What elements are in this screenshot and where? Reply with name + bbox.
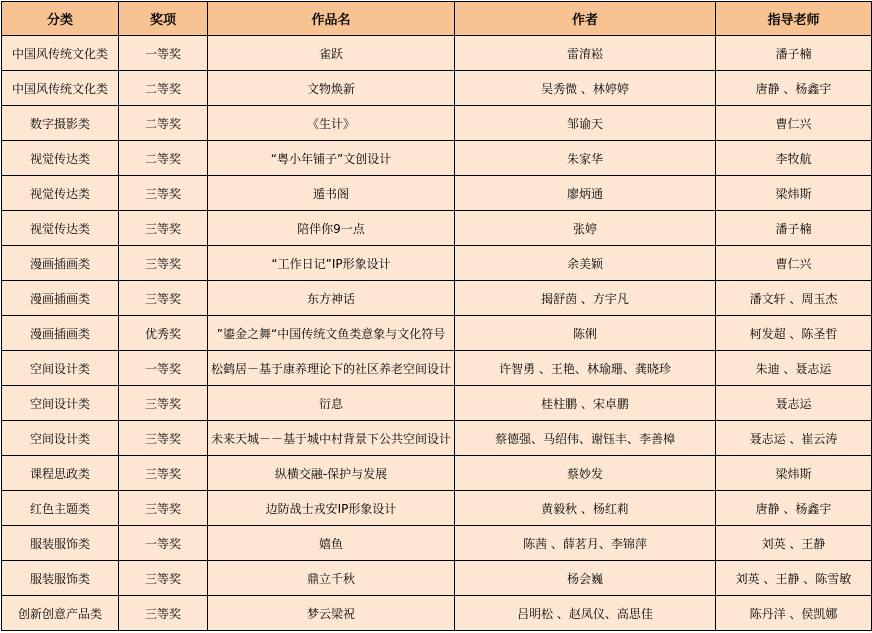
- work-title-cell: 松鹤居－基于康养理论下的社区养老空间设计: [208, 351, 455, 386]
- award-cell: 三等奖: [119, 596, 208, 631]
- advisor-cell: 聂志运 、崔云涛: [716, 421, 872, 456]
- work-title-cell: 衍息: [208, 386, 455, 421]
- work-title-cell: 陪伴你9一点: [208, 211, 455, 246]
- work-title-cell: 纵横交融-保护与发展: [208, 456, 455, 491]
- work-title-cell: 鼎立千秋: [208, 561, 455, 596]
- category-cell: 服装服饰类: [2, 561, 119, 596]
- table-row: [2, 176, 872, 211]
- advisor-cell: 刘英 、王静 、陈雪敏: [716, 561, 872, 596]
- header-advisor: 指导老师: [716, 2, 872, 36]
- advisor-cell: 唐静 、杨鑫宇: [716, 71, 872, 106]
- award-cell: 三等奖: [119, 211, 208, 246]
- table-row: [2, 36, 872, 71]
- table-row: [2, 421, 872, 456]
- award-cell: 三等奖: [119, 176, 208, 211]
- category-cell: 中国风传统文化类: [2, 36, 119, 71]
- table-row: [2, 491, 872, 526]
- work-title-cell: ”鎏金之舞“中国传统文鱼类意象与文化符号: [208, 316, 455, 351]
- header-author: 作者: [455, 2, 716, 36]
- category-cell: 视觉传达类: [2, 176, 119, 211]
- author-cell: 张婷: [455, 211, 716, 246]
- category-cell: 漫画插画类: [2, 316, 119, 351]
- award-cell: 三等奖: [119, 421, 208, 456]
- table-row: [2, 561, 872, 596]
- author-cell: 陈俐: [455, 316, 716, 351]
- advisor-cell: 潘文轩 、周玉杰: [716, 281, 872, 316]
- advisor-cell: 聂志运: [716, 386, 872, 421]
- advisor-cell: 朱迪 、聂志运: [716, 351, 872, 386]
- advisor-cell: 曹仁兴: [716, 106, 872, 141]
- work-title-cell: 雀跃: [208, 36, 455, 71]
- author-cell: 吴秀微 、林婷婷: [455, 71, 716, 106]
- category-cell: 创新创意产品类: [2, 596, 119, 631]
- work-title-cell: “工作日记”IP形象设计: [208, 246, 455, 281]
- header-award: 奖项: [119, 2, 208, 36]
- award-cell: 一等奖: [119, 351, 208, 386]
- author-cell: 余美颖: [455, 246, 716, 281]
- awards-table: [1, 1, 872, 631]
- category-cell: 空间设计类: [2, 386, 119, 421]
- author-cell: 陈茜 、薛茗月、李锦萍: [455, 526, 716, 561]
- author-cell: 吕明松 、赵凤仪、高思佳: [455, 596, 716, 631]
- table-body: [2, 36, 872, 631]
- category-cell: 空间设计类: [2, 421, 119, 456]
- header-category: 分类: [2, 2, 119, 36]
- advisor-cell: 刘英 、王静: [716, 526, 872, 561]
- advisor-cell: 梁炜斯: [716, 176, 872, 211]
- table-row: [2, 71, 872, 106]
- header-work-title: 作品名: [208, 2, 455, 36]
- advisor-cell: 柯发超 、陈圣哲: [716, 316, 872, 351]
- author-cell: 雷淯崧: [455, 36, 716, 71]
- work-title-cell: 梦云梁祝: [208, 596, 455, 631]
- award-cell: 一等奖: [119, 526, 208, 561]
- award-cell: 三等奖: [119, 386, 208, 421]
- category-cell: 课程思政类: [2, 456, 119, 491]
- category-cell: 视觉传达类: [2, 211, 119, 246]
- author-cell: 廖炳通: [455, 176, 716, 211]
- work-title-cell: 遁书阁: [208, 176, 455, 211]
- author-cell: 蔡妙发: [455, 456, 716, 491]
- award-cell: 三等奖: [119, 246, 208, 281]
- advisor-cell: 唐静 、杨鑫宇: [716, 491, 872, 526]
- author-cell: 黄毅秋 、杨红莉: [455, 491, 716, 526]
- author-cell: 桂柱鹏 、宋卓鹏: [455, 386, 716, 421]
- table-row: [2, 106, 872, 141]
- advisor-cell: 陈丹洋 、侯凯娜: [716, 596, 872, 631]
- award-cell: 二等奖: [119, 106, 208, 141]
- table-row: [2, 316, 872, 351]
- table-row: [2, 526, 872, 561]
- table-row: [2, 211, 872, 246]
- table-row: [2, 456, 872, 491]
- author-cell: 邹谕天: [455, 106, 716, 141]
- table-row: [2, 596, 872, 631]
- header-row: [2, 2, 872, 36]
- award-cell: 一等奖: [119, 36, 208, 71]
- author-cell: 许智勇 、王艳、林瑜珊、龚晓珍: [455, 351, 716, 386]
- category-cell: 数字摄影类: [2, 106, 119, 141]
- table-row: [2, 351, 872, 386]
- advisor-cell: 梁炜斯: [716, 456, 872, 491]
- award-cell: 三等奖: [119, 491, 208, 526]
- advisor-cell: 潘子楠: [716, 211, 872, 246]
- work-title-cell: 未来天城－－基于城中村背景下公共空间设计: [208, 421, 455, 456]
- category-cell: 视觉传达类: [2, 141, 119, 176]
- category-cell: 漫画插画类: [2, 281, 119, 316]
- advisor-cell: 曹仁兴: [716, 246, 872, 281]
- table-row: [2, 281, 872, 316]
- work-title-cell: 文物焕新: [208, 71, 455, 106]
- table-row: [2, 246, 872, 281]
- award-cell: 优秀奖: [119, 316, 208, 351]
- author-cell: 杨会巍: [455, 561, 716, 596]
- award-cell: 三等奖: [119, 456, 208, 491]
- award-cell: 三等奖: [119, 281, 208, 316]
- category-cell: 服装服饰类: [2, 526, 119, 561]
- author-cell: 朱家华: [455, 141, 716, 176]
- work-title-cell: “粤小年铺子”文创设计: [208, 141, 455, 176]
- category-cell: 红色主题类: [2, 491, 119, 526]
- work-title-cell: 东方神话: [208, 281, 455, 316]
- work-title-cell: 《生计》: [208, 106, 455, 141]
- category-cell: 空间设计类: [2, 351, 119, 386]
- award-cell: 二等奖: [119, 141, 208, 176]
- work-title-cell: 嬉鱼: [208, 526, 455, 561]
- award-cell: 三等奖: [119, 561, 208, 596]
- table-row: [2, 386, 872, 421]
- table-row: [2, 141, 872, 176]
- award-cell: 二等奖: [119, 71, 208, 106]
- author-cell: 蔡德强、马绍伟、谢钰丰、李善樟: [455, 421, 716, 456]
- advisor-cell: 李牧航: [716, 141, 872, 176]
- author-cell: 揭舒茵 、方宇凡: [455, 281, 716, 316]
- category-cell: 中国风传统文化类: [2, 71, 119, 106]
- work-title-cell: 边防战士戎安IP形象设计: [208, 491, 455, 526]
- category-cell: 漫画插画类: [2, 246, 119, 281]
- advisor-cell: 潘子楠: [716, 36, 872, 71]
